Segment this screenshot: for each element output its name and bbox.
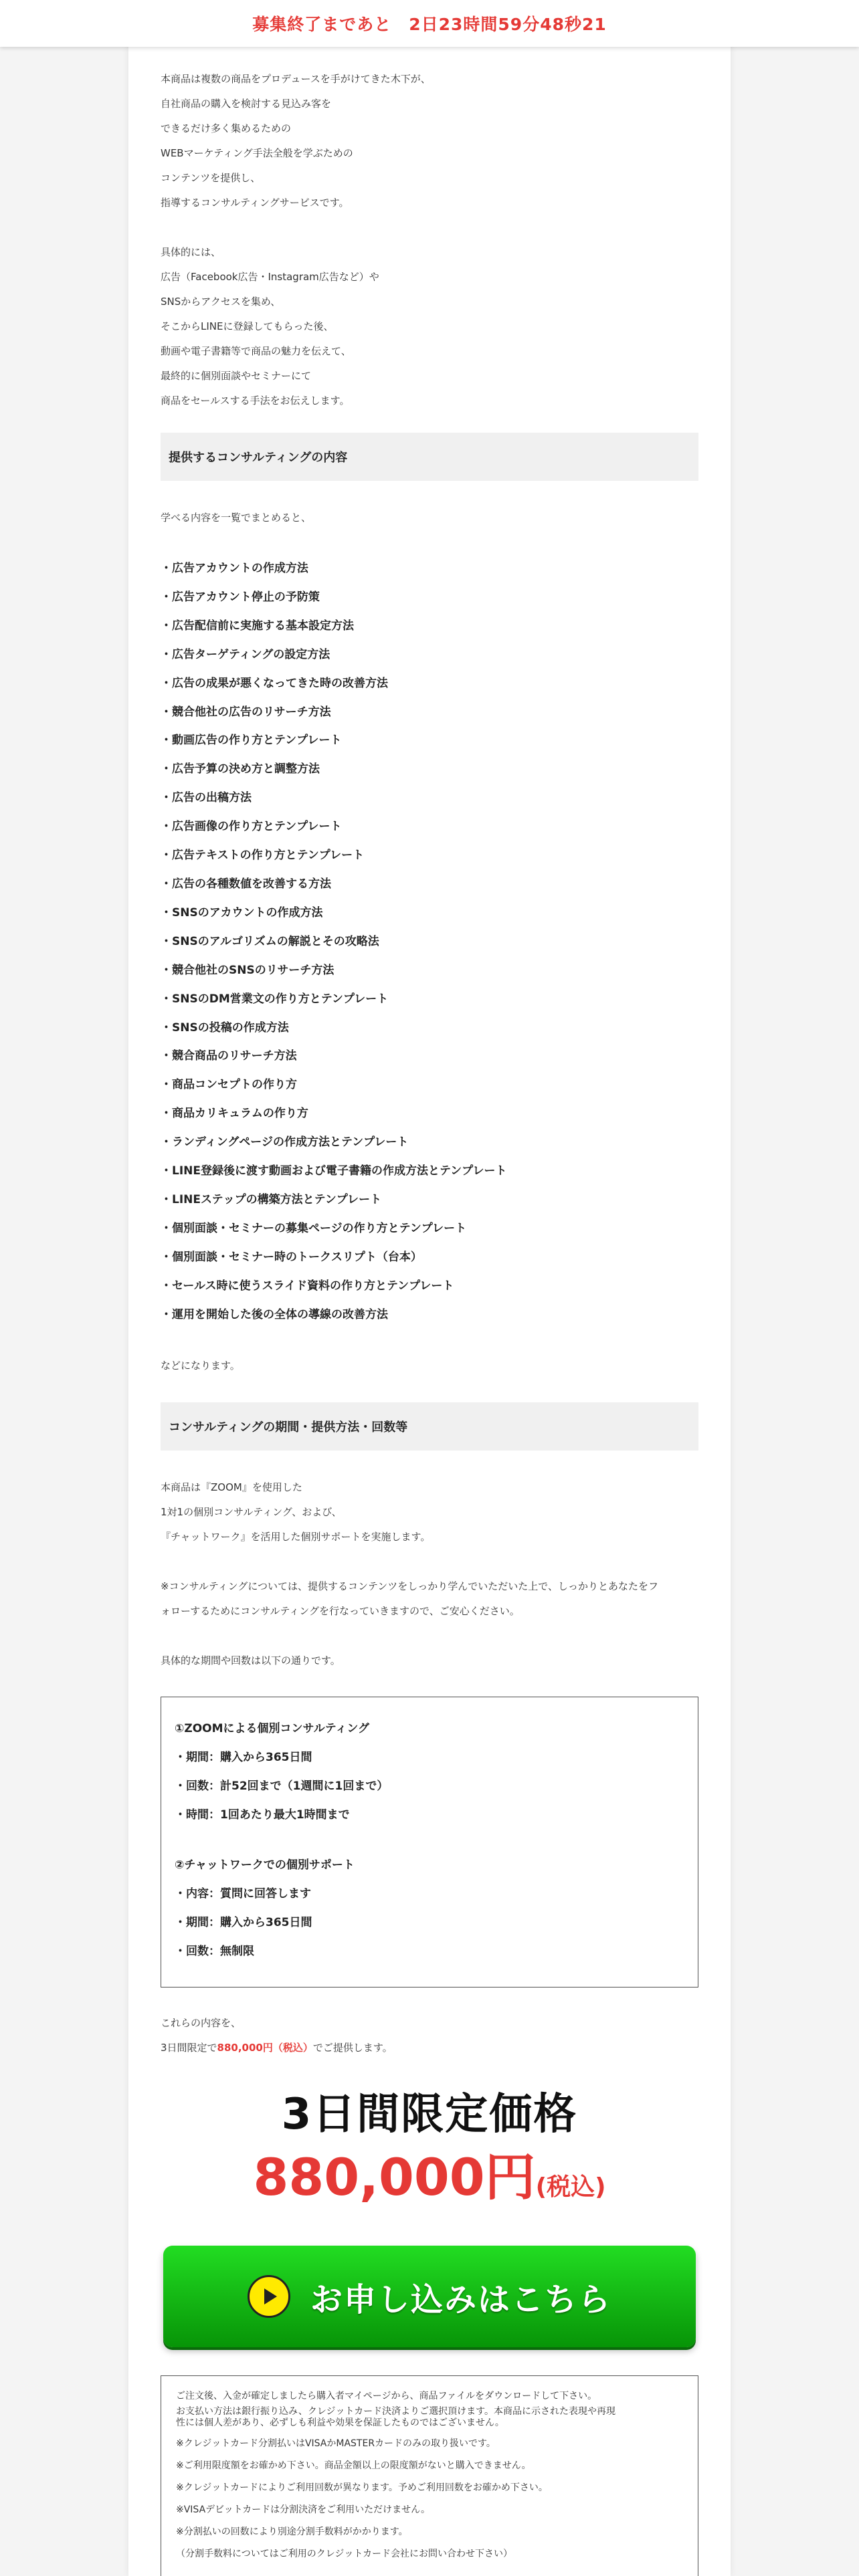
countdown-bar xyxy=(0,0,859,47)
list-item: ・SNSのDM営業文の作り方とテンプレート xyxy=(161,992,389,1006)
section2-text xyxy=(161,1475,698,1673)
list-item: ・運用を開始した後の全体の導線の改善方法 xyxy=(161,1307,388,1321)
chat-item: ・内容：質問に回答します xyxy=(175,1887,311,1901)
list-item: ・競合他社のSNSのリサーチ方法 xyxy=(161,963,335,977)
list-item: ・セールス時に使うスライド資料の作り方とテンプレート xyxy=(161,1279,454,1293)
intro-line: コンテンツを提供し、 xyxy=(161,172,261,184)
countdown-text: 募集終了まであと 2日23時間59分48秒21 xyxy=(252,15,607,34)
list-item: ・広告配信前に実施する基本設定方法 xyxy=(161,619,354,633)
list-item: ・広告の出稿方法 xyxy=(161,791,252,805)
main-content xyxy=(128,0,731,2576)
price-tax: (税込) xyxy=(535,2173,606,2201)
price-display xyxy=(161,2137,698,2210)
section2-note: ※コンサルティングについては、提供するコンテンツをしっかり学んでいただいた上で、しっかりとあなたをフ xyxy=(161,1580,658,1592)
notice-item: ※ご利用限度額をお確かめ下さい。商品金額以上の限度額がないと購入できません。 xyxy=(176,2460,531,2471)
notice-intro: お支払い方法は銀行振り込み、クレジットカード決済よりご選択頂けます。本商品に示された表現や再現 xyxy=(176,2406,615,2417)
intro-line: 動画や電子書籍等で商品の魅力を伝えて、 xyxy=(161,345,351,357)
intro-line: 広告（Facebook広告・Instagram広告など）や xyxy=(161,271,379,283)
list-item: ・広告の各種数値を改善する方法 xyxy=(161,877,331,891)
section-heading-content: 提供するコンサルティングの内容 xyxy=(161,433,698,481)
list-item: ・競合商品のリサーチ方法 xyxy=(161,1049,297,1063)
notice-intro: ご注文後、入金が確定しましたら購入者マイページから、商品ファイルをダウンロードして下さい。 xyxy=(176,2391,597,2401)
zoom-item: ・期間：購入から365日間 xyxy=(175,1751,312,1764)
list-item: ・広告画像の作り方とテンプレート xyxy=(161,820,342,834)
offer-suffix: でご提供します。 xyxy=(312,2042,393,2054)
list-item: ・競合他社の広告のリサーチ方法 xyxy=(161,705,331,719)
lead-text: 学べる内容を一覧でまとめると、 xyxy=(161,512,312,524)
notice-item: （分割手数料についてはご利用のクレジットカード会社にお問い合わせ下さい） xyxy=(176,2549,512,2559)
list-item: ・広告アカウントの作成方法 xyxy=(161,562,308,575)
closing-text: などになります。 xyxy=(161,1360,240,1372)
section2-line: 『チャットワーク』を活用した個別サポートを実施します。 xyxy=(161,1531,431,1543)
play-icon xyxy=(248,2275,290,2318)
section2-line: 本商品は『ZOOM』を使用した xyxy=(161,1481,302,1493)
curriculum-list xyxy=(161,554,698,1329)
purchase-notice xyxy=(161,2375,698,2576)
intro-line: WEBマーケティング手法全般を学ぶための xyxy=(161,147,353,159)
notice-item: ※クレジットカード分割払いはVISAかMASTERカードのみの取り扱いです。 xyxy=(176,2438,496,2449)
intro-line: SNSからアクセスを集め、 xyxy=(161,296,281,308)
list-item: ・広告の成果が悪くなってきた時の改善方法 xyxy=(161,676,388,690)
chat-item: ・回数：無制限 xyxy=(175,1945,254,1958)
intro-line: できるだけ多く集めるための xyxy=(161,122,292,134)
periods-lead: 具体的な期間や回数は以下の通りです。 xyxy=(161,1654,341,1667)
intro-block xyxy=(161,67,698,413)
apply-button-label: お申し込みはこちら xyxy=(310,2280,611,2319)
intro-line: そこからLINEに登録してもらった後、 xyxy=(161,320,334,332)
apply-button[interactable] xyxy=(163,2246,696,2347)
list-item: ・LINE登録後に渡す動画および電子書籍の作成方法とテンプレート xyxy=(161,1164,507,1178)
offer-line1: これらの内容を、 xyxy=(161,2017,242,2029)
list-item: ・広告アカウント停止の予防策 xyxy=(161,590,320,604)
list-item: ・広告テキストの作り方とテンプレート xyxy=(161,849,365,863)
offer-text xyxy=(161,2011,698,2060)
zoom-item: ・時間：1回あたり最大1時間まで xyxy=(175,1808,350,1822)
intro-line: 本商品は複数の商品をプロデュースを手がけてきた木下が、 xyxy=(161,73,431,85)
list-item: ・動画広告の作り方とテンプレート xyxy=(161,734,342,748)
notice-item: ※分割払いの回数により別途分割手数料がかかります。 xyxy=(176,2527,408,2537)
section2-note: ォローするためにコンサルティングを行なっていきますので、ご安心ください。 xyxy=(161,1605,520,1617)
section2-line: 1対1の個別コンサルティング、および、 xyxy=(161,1506,342,1518)
list-item: ・ランディングページの作成方法とテンプレート xyxy=(161,1136,409,1150)
list-item: ・広告ターゲティングの設定方法 xyxy=(161,647,330,661)
notice-item: ※クレジットカードによりご利用回数が異なります。予めご利用回数をお確かめ下さい。 xyxy=(176,2482,548,2493)
price-amount: 880,000円 xyxy=(253,2147,536,2207)
list-item: ・個別面談・セミナーの募集ページの作り方とテンプレート xyxy=(161,1221,467,1235)
intro-line: 自社商品の購入を検討する見込み客を xyxy=(161,98,332,110)
service-details-box xyxy=(161,1697,698,1988)
zoom-item: ・回数：計52回まで（1週間に1回まで） xyxy=(175,1780,389,1793)
list-item: ・LINEステップの構築方法とテンプレート xyxy=(161,1192,382,1206)
offer-price-inline: 880,000円（税込） xyxy=(217,2042,313,2054)
list-item: ・SNSのアカウントの作成方法 xyxy=(161,905,323,920)
intro-line: 最終的に個別面談やセミナーにて xyxy=(161,370,312,382)
list-item: ・SNSの投稿の作成方法 xyxy=(161,1021,289,1035)
notice-intro: 性には個人差があり、必ずしも利益や効果を保証したものではございません。 xyxy=(176,2418,504,2428)
section-heading-period: コンサルティングの期間・提供方法・回数等 xyxy=(161,1402,698,1451)
list-item: ・広告予算の決め方と調整方法 xyxy=(161,762,320,776)
list-item: ・商品コンセプトの作り方 xyxy=(161,1078,297,1092)
section1-lead xyxy=(161,506,698,530)
notice-item: ※VISAデビットカードは分割決済をご利用いただけません。 xyxy=(176,2504,431,2515)
intro-line: 指導するコンサルティングサービスです。 xyxy=(161,197,349,209)
section1-closing xyxy=(161,1354,698,1378)
price-title: 3日間限定価格 xyxy=(281,2090,578,2139)
list-item: ・商品カリキュラムの作り方 xyxy=(161,1107,308,1121)
zoom-title: ①ZOOMによる個別コンサルティング xyxy=(175,1722,369,1735)
offer-line2 xyxy=(161,2036,698,2060)
list-item: ・個別面談・セミナー時のトークスリプト（台本） xyxy=(161,1250,422,1264)
chat-item: ・期間：購入から365日間 xyxy=(175,1916,312,1929)
intro-line: 商品をセールスする手法をお伝えします。 xyxy=(161,395,350,407)
list-item: ・SNSのアルゴリズムの解説とその攻略法 xyxy=(161,934,379,948)
chat-title: ②チャットワークでの個別サポート xyxy=(175,1858,355,1872)
intro-line: 具体的には、 xyxy=(161,246,221,258)
offer-prefix: 3日間限定で xyxy=(161,2042,217,2054)
